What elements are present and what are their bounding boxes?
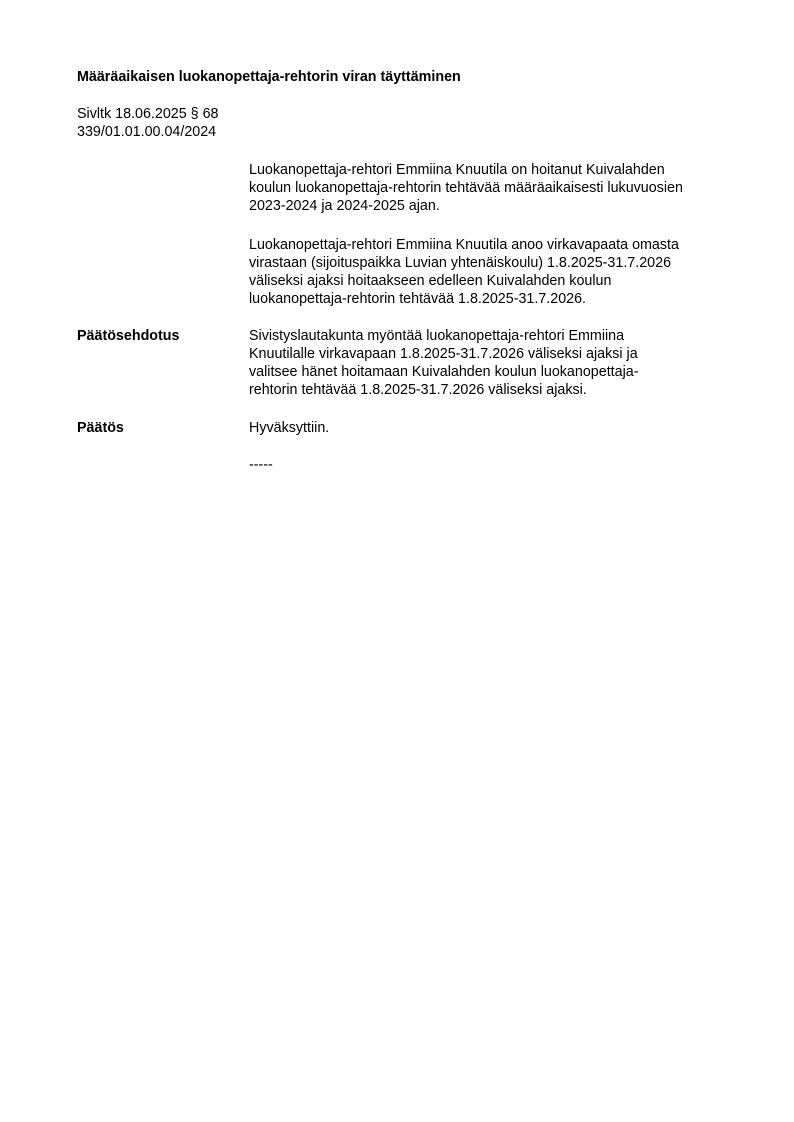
- text-line: rehtorin tehtävää 1.8.2025-31.7.2026 väliseksi ajaksi.: [249, 382, 587, 398]
- decision-value: Hyväksyttiin.: [249, 420, 330, 436]
- text-line: virastaan (sijoituspaikka Luvian yhtenäiskoulu) 1.8.2025-31.7.2026: [249, 255, 672, 271]
- background-paragraph-2: [249, 236, 739, 308]
- document-meta: [77, 105, 218, 141]
- text-line: koulun luokanopettaja-rehtorin tehtävää määräaikaisesti lukuvuosien: [249, 180, 683, 196]
- text-line: väliseksi ajaksi hoitaakseen edelleen Kuivalahden koulun: [249, 273, 612, 289]
- decision-text: [249, 419, 739, 437]
- decision-label: Päätös: [77, 420, 124, 436]
- document-title: Määräaikaisen luokanopettaja-rehtorin viran täyttäminen: [77, 69, 461, 85]
- text-line: valitsee hänet hoitamaan Kuivalahden koulun luokanopettaja-: [249, 364, 639, 380]
- proposal-text: [249, 327, 739, 399]
- text-line: Luokanopettaja-rehtori Emmiina Knuutila anoo virkavapaata omasta: [249, 237, 679, 253]
- text-line: luokanopettaja-rehtorin tehtävää 1.8.2025-31.7.2026.: [249, 291, 587, 307]
- end-marker-text: -----: [249, 457, 273, 473]
- text-line: 2023-2024 ja 2024-2025 ajan.: [249, 198, 440, 214]
- record-number: 339/01.01.00.04/2024: [77, 124, 217, 140]
- proposal-label: Päätösehdotus: [77, 328, 180, 344]
- background-paragraph-1: [249, 161, 739, 215]
- text-line: Sivistyslautakunta myöntää luokanopettaja-rehtori Emmiina: [249, 328, 625, 344]
- text-line: Luokanopettaja-rehtori Emmiina Knuutila on hoitanut Kuivalahden: [249, 162, 665, 178]
- end-marker: [249, 456, 739, 474]
- text-line: Knuutilalle virkavapaan 1.8.2025-31.7.2026 väliseksi ajaksi ja: [249, 346, 638, 362]
- meeting-reference: Sivltk 18.06.2025 § 68: [77, 106, 219, 122]
